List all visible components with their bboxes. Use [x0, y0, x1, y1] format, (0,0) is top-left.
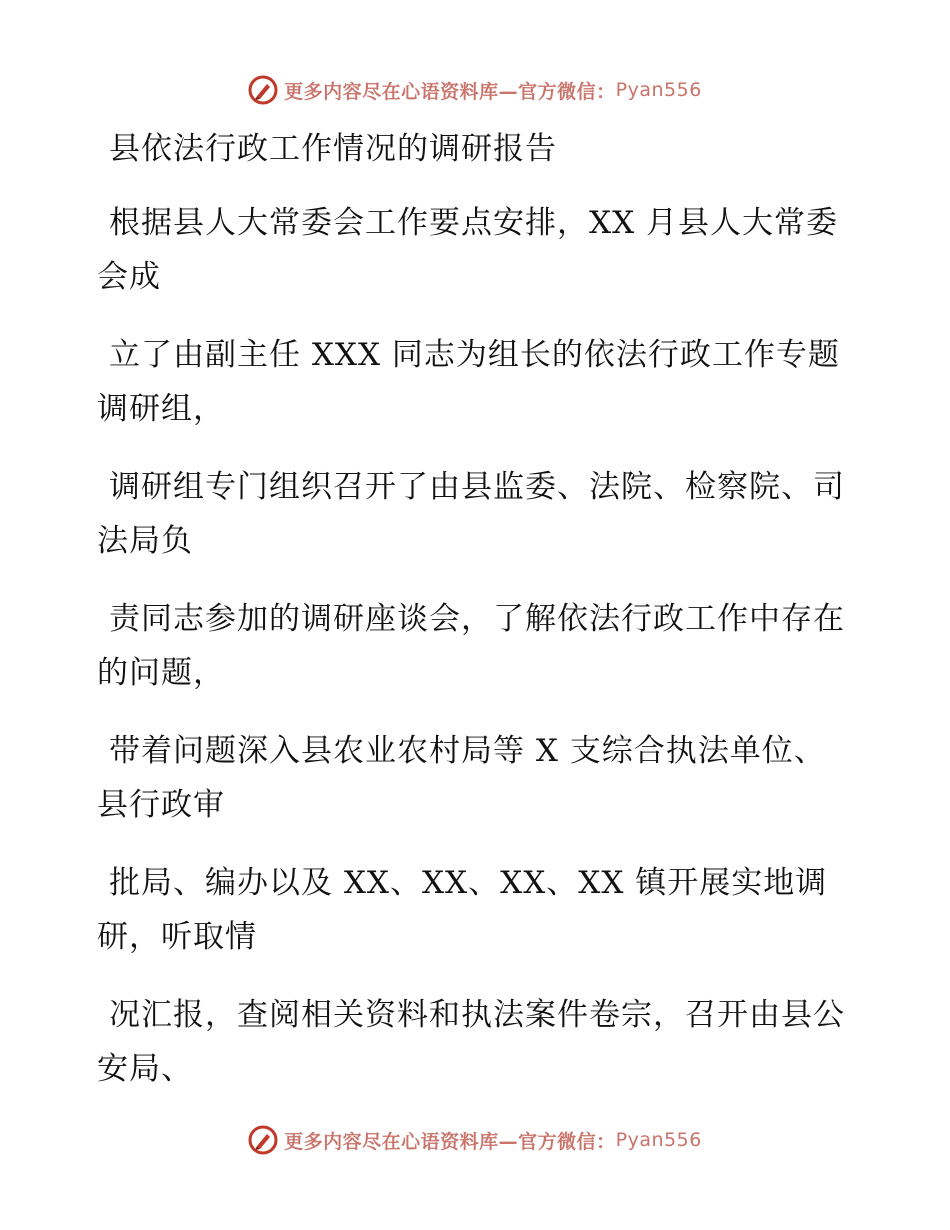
document-title: 县依法行政工作情况的调研报告 [109, 131, 557, 167]
watermark-text: 更多内容尽在心语资料库—官方微信： [284, 80, 616, 103]
paragraph-line: 根据县人大常委会工作要点安排，XX 月县人大常委会成 [97, 205, 838, 295]
paragraph-line: 责同志参加的调研座谈会，了解依法行政工作中存在的问题， [97, 601, 845, 691]
footer-watermark [0, 1120, 950, 1160]
watermark-account: Pyan556 [615, 79, 702, 101]
header-watermark [0, 70, 950, 110]
paragraph-line: 况汇报，查阅相关资料和执法案件卷宗，召开由县公安局、 [97, 997, 845, 1087]
paragraph-line: 批局、编办以及 XX、XX、XX、XX 镇开展实地调研，听取情 [97, 865, 828, 955]
paragraph-line: 带着问题深入县农业农村局等 X 支综合执法单位、县行政审 [97, 733, 826, 823]
pen-logo-icon [248, 1125, 278, 1155]
watermark-account: Pyan556 [615, 1129, 702, 1151]
paragraph-line: 立了由副主任 XXX 同志为组长的依法行政工作专题调研组， [97, 337, 840, 427]
paragraph-line: 调研组专门组织召开了由县监委、法院、检察院、司法局负 [97, 469, 845, 559]
watermark-text: 更多内容尽在心语资料库—官方微信： [284, 1130, 616, 1153]
document-body [97, 122, 857, 1120]
pen-logo-icon [248, 75, 278, 105]
